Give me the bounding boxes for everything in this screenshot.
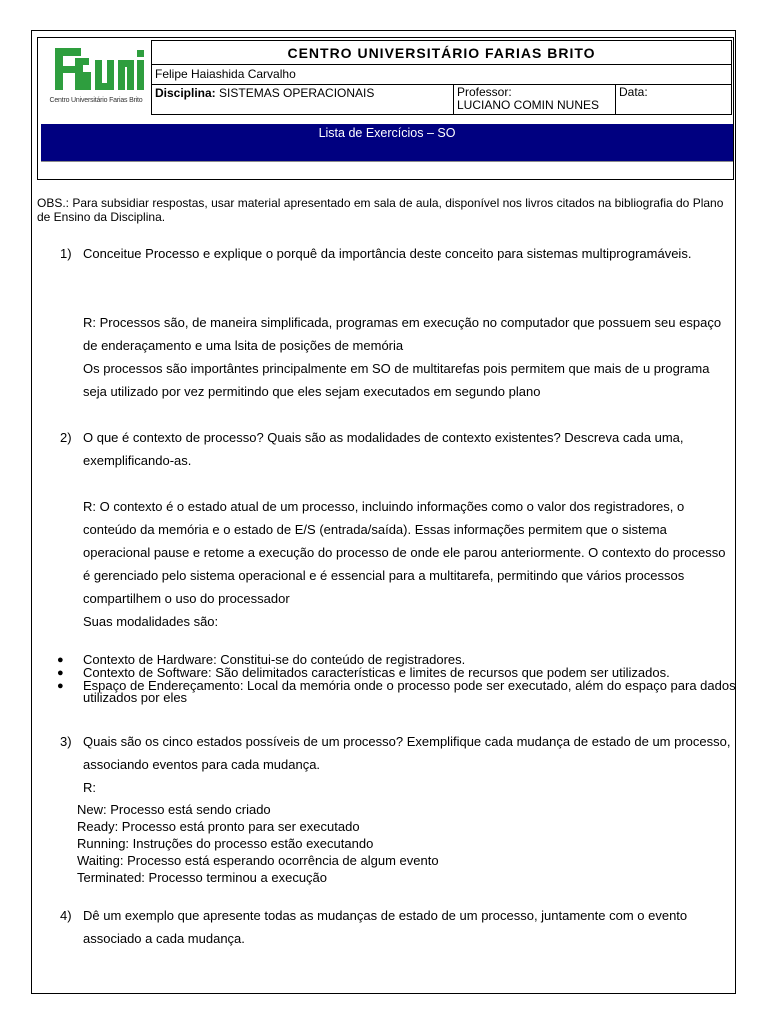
answer-paragraph: R: O contexto é o estado atual de um processo, incluindo informações como o valor dos registradores, o conteúdo da memória e o estado de E/S (entrada/saída). Essas informações permitem que o sistema operacional pause e retome a execução do processo de onde ele parou anteriormente. O contexto do processo é gerenciado pelo sistema operacional e é essencial para a multitarefa, permitindo que vários processos compartilhem o uso do processador [83, 499, 726, 606]
list-item: ● Contexto de Software: São delimitados características e limites de recursos que podem ser utilizados. [57, 665, 670, 680]
professor-label: Professor: [457, 85, 512, 99]
bullet-icon: ● [57, 680, 64, 692]
bullet-icon: ● [57, 654, 64, 666]
bullet-icon: ● [57, 667, 64, 679]
logo-subtitle: Centro Universitário Farias Brito [49, 97, 143, 104]
list-item: ● Contexto de Hardware: Constitui-se do conteúdo de registradores. [57, 652, 466, 667]
question-text: Quais são os cinco estados possíveis de um processo? Exemplifique cada mudança de estado de um processo, associando eventos para cada mudança. [83, 734, 731, 772]
student-name: Felipe Haiashida Carvalho [152, 65, 731, 85]
discipline-cell [152, 85, 454, 114]
question-4 [60, 904, 732, 950]
list-item: Terminated: Processo terminou a execução [77, 870, 328, 885]
list-item: Ready: Processo está pronto para ser executado [77, 819, 360, 834]
question-text: Dê um exemplo que apresente todas as mudanças de estado de um processo, juntamente com o evento associado a cada mudança. [83, 908, 688, 946]
process-states-list [77, 801, 727, 886]
answer-1 [83, 311, 733, 403]
date-cell [616, 85, 730, 114]
question-text: O que é contexto de processo? Quais são as modalidades de contexto existentes? Descreva cada uma, exemplificando-as. [83, 430, 684, 468]
exercise-list-banner [41, 124, 733, 161]
question-1 [60, 242, 732, 265]
context-modalities-list [57, 654, 737, 705]
header-divider [41, 161, 733, 162]
list-item: ● Espaço de Endereçamento: Local da memória onde o processo pode ser executado, além do espaço para dados utilizados por eles [57, 678, 736, 705]
discipline-value: SISTEMAS OPERACIONAIS [219, 86, 375, 100]
list-item: Running: Instruções do processo estão executando [77, 836, 374, 851]
question-3 [60, 730, 732, 799]
header-info-table [151, 40, 732, 115]
answer-paragraph: Suas modalidades são: [83, 614, 219, 629]
banner-title: Lista de Exercícios – SO [318, 126, 456, 140]
answer-paragraph: R: Processos são, de maneira simplificada, programas em execução no computador que possuem seu espaço de enderaçamento e uma lsita de posições de memória [83, 315, 722, 353]
date-label: Data: [619, 85, 648, 99]
question-number: 3) [60, 734, 72, 749]
institution-logo [41, 40, 151, 118]
question-2 [60, 426, 732, 472]
course-info-row [152, 85, 731, 114]
answer-prefix: R: [83, 780, 96, 795]
question-text: Conceitue Processo e explique o porquê da importância deste conceito para sistemas multiprogramáveis. [83, 246, 692, 261]
question-number: 1) [60, 246, 72, 261]
discipline-label: Disciplina: [155, 86, 216, 100]
answer-paragraph: Os processos são importântes principalmente em SO de multitarefas pois permitem que mais de u programa seja utilizado por vez permitindo que eles sejam executados em segundo plano [83, 361, 710, 399]
professor-cell [454, 85, 616, 114]
fbuni-logo-mark [51, 46, 145, 92]
observation-note: OBS.: Para subsidiar respostas, usar material apresentado em sala de aula, disponível nos livros citados na bibliografia do Plano de Ensino da Disciplina. [37, 196, 724, 224]
institution-name: CENTRO UNIVERSITÁRIO FARIAS BRITO [152, 41, 731, 65]
answer-2 [83, 495, 733, 633]
professor-value: LUCIANO COMIN NUNES [457, 98, 600, 112]
list-item: Waiting: Processo está esperando ocorrência de algum evento [77, 853, 439, 868]
list-item: New: Processo está sendo criado [77, 802, 271, 817]
question-number: 4) [60, 908, 72, 923]
question-number: 2) [60, 430, 72, 445]
